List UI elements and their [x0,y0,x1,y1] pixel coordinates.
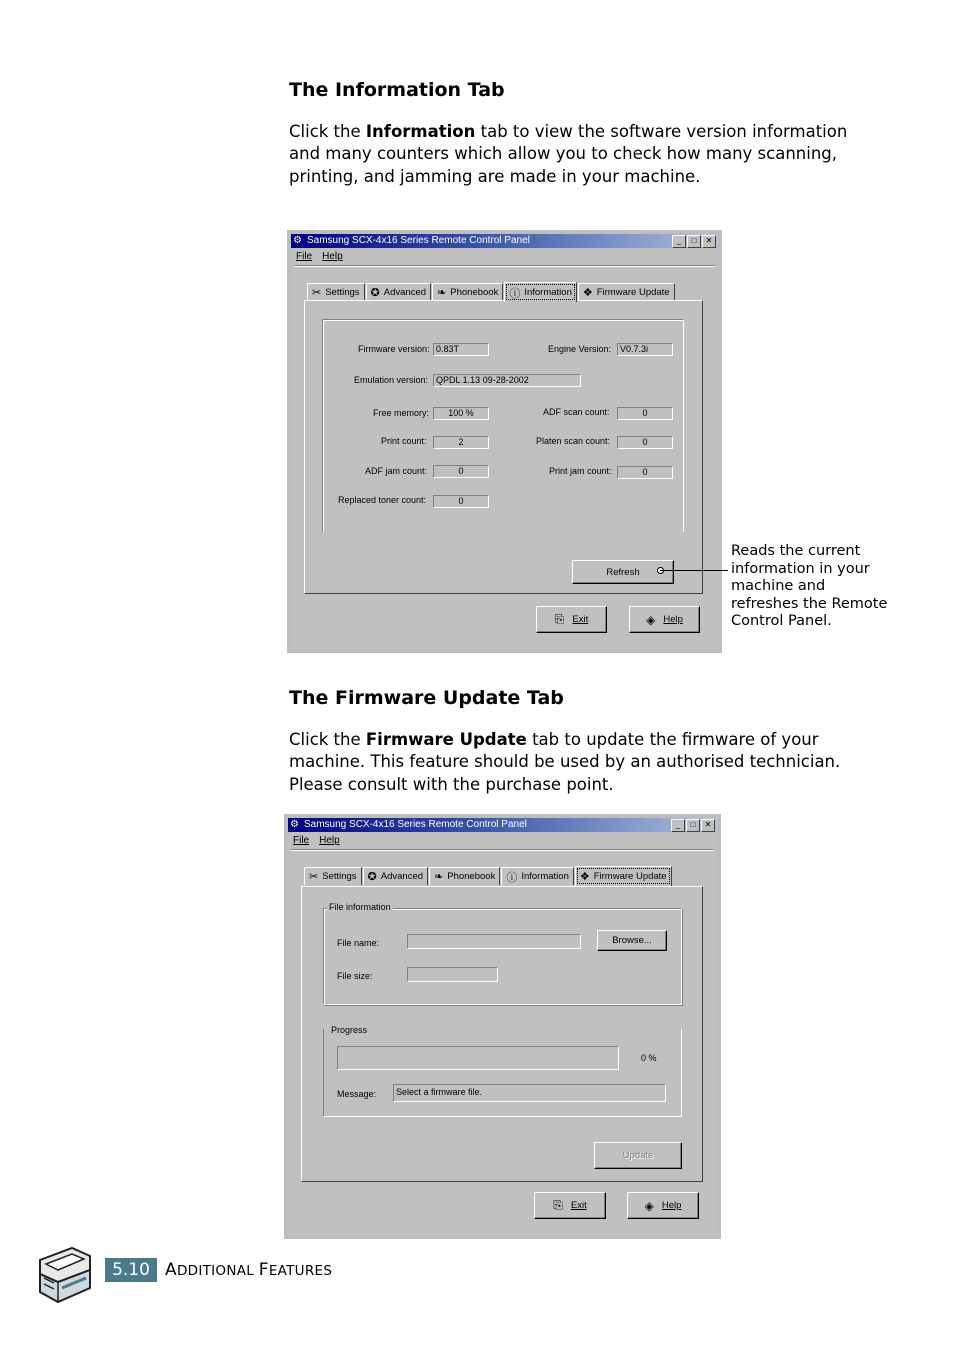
multifunction-printer-icon [32,1240,96,1306]
page-number: 5.10 [105,1258,157,1282]
message-label: Message: [337,1089,377,1099]
engine-version-field: V0.7.3i [617,343,673,356]
window-titlebar[interactable] [288,818,717,832]
chip-icon: ❖ [582,287,593,299]
menu-help[interactable]: Help [322,251,343,262]
file-name-label: File name: [337,938,380,948]
window-titlebar[interactable] [291,234,718,248]
print-count-label: Print count: [381,436,427,446]
file-name-field [407,934,581,949]
tab-advanced[interactable]: ✪ Advanced [366,283,431,301]
remote-control-window-information [287,230,722,653]
file-information-group [323,908,682,1005]
engine-version-label: Engine Version: [548,344,612,354]
exit-icon: ⎘ [553,1198,563,1212]
chapter-title: ADDITIONAL FEATURES [165,1260,333,1280]
help-book-icon: ◈ [644,1198,654,1213]
tools-icon: ✂ [309,871,319,883]
book-icon: ❧ [434,871,444,883]
help-button[interactable]: ◈ Help [627,1192,699,1219]
firmware-version-field: 0.83T [433,343,489,356]
help-button[interactable]: ◈ Help [629,606,700,633]
progress-percent: 0 % [641,1053,657,1063]
browse-button[interactable]: Browse... [597,930,667,951]
tab-information[interactable]: ⓘ Information [504,282,577,302]
callout-leader-line [660,570,728,571]
tab-settings[interactable]: ✂ Settings [307,283,365,301]
info-icon: ⓘ [509,287,521,300]
printer-icon: ⚙ [290,819,299,830]
free-memory-label: Free memory: [373,408,430,418]
maximize-button[interactable]: □ [686,819,700,832]
section-heading-information: The Information Tab [289,79,505,101]
firmware-version-label: Firmware version: [358,344,430,354]
adf-scan-count-label: ADF scan count: [543,407,610,417]
adf-scan-count-field: 0 [617,407,673,420]
printer-icon: ⚙ [293,235,302,246]
replaced-toner-count-label: Replaced toner count: [338,495,427,505]
adf-jam-count-label: ADF jam count: [365,466,428,476]
print-count-field: 2 [433,436,489,449]
refresh-button[interactable]: Refresh [572,560,674,584]
menu-file[interactable]: File [296,251,313,262]
file-size-label: File size: [337,971,373,981]
book-icon: ❧ [437,287,447,299]
progress-group [323,1029,682,1117]
firmware-update-description: Click the Firmware Update tab to update the firmware of your machine. This feature should be used by an authorised technician. Please consult with the purchase point. [289,730,841,794]
tab-strip [307,281,676,301]
gear-icon: ✪ [370,287,380,299]
help-book-icon: ◈ [646,612,656,627]
platen-scan-count-field: 0 [617,436,673,449]
tab-information[interactable]: ⓘ Information [501,867,574,885]
information-description: Click the Information tab to view the software version information and many counters which allow you to check how many scanning, printing, and jamming are made in your machine. [289,122,848,186]
refresh-callout: Reads the current information in your machine and refreshes the Remote Control Panel. [731,543,888,630]
adf-jam-count-field: 0 [433,465,489,478]
close-button[interactable]: ✕ [701,819,715,832]
replaced-toner-count-field: 0 [433,495,489,508]
maximize-button[interactable]: □ [687,235,701,248]
close-button[interactable]: ✕ [702,235,716,248]
menu-separator [291,849,714,851]
gear-icon: ✪ [367,871,377,883]
window-title: Samsung SCX-4x16 Series Remote Control Panel [304,819,527,830]
tools-icon: ✂ [312,287,322,299]
free-memory-field: 100 % [433,407,489,420]
info-icon: ⓘ [506,871,518,884]
progress-label: Progress [331,1025,368,1035]
file-information-label: File information [329,902,391,912]
section-heading-firmware-update: The Firmware Update Tab [289,687,564,709]
file-size-field [407,967,498,982]
tab-phonebook[interactable]: ❧ Phonebook [432,283,503,301]
print-jam-count-label: Print jam count: [549,466,612,476]
tab-phonebook[interactable]: ❧ Phonebook [429,867,500,885]
minimize-button[interactable]: _ [672,235,686,248]
exit-button[interactable]: ⎘ Exit [536,606,607,633]
platen-scan-count-label: Platen scan count: [536,436,611,446]
window-title: Samsung SCX-4x16 Series Remote Control Panel [307,235,530,246]
tab-strip [304,865,673,885]
menubar [293,834,340,848]
emulation-version-label: Emulation version: [354,375,429,385]
tab-firmware-update[interactable]: ❖ Firmware Update [578,283,675,301]
tab-settings[interactable]: ✂ Settings [304,867,362,885]
update-button[interactable]: Update [594,1142,682,1169]
menubar [296,250,343,264]
minimize-button[interactable]: _ [671,819,685,832]
message-field: Select a firmware file. [393,1084,666,1102]
menu-help[interactable]: Help [319,835,340,846]
menu-file[interactable]: File [293,835,310,846]
exit-icon: ⎘ [554,612,565,626]
menu-separator [294,265,715,267]
exit-button[interactable]: ⎘ Exit [534,1192,606,1219]
chip-icon: ❖ [579,871,590,883]
remote-control-window-firmware [284,814,721,1239]
tab-firmware-update[interactable]: ❖ Firmware Update [575,866,672,886]
progress-bar [337,1046,619,1070]
emulation-version-field: QPDL 1.13 09-28-2002 [433,374,581,387]
print-jam-count-field: 0 [617,466,673,479]
tab-advanced[interactable]: ✪ Advanced [363,867,428,885]
